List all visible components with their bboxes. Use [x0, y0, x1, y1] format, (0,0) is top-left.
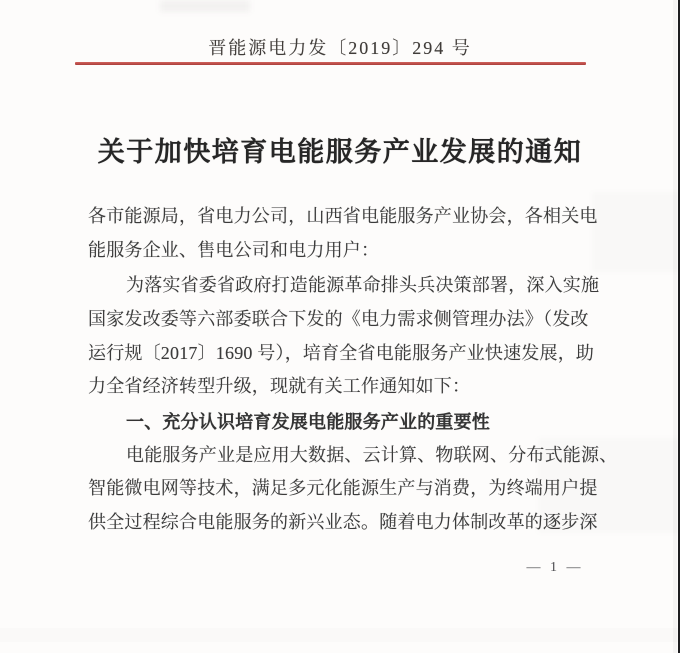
body-line-salutation: 各市能源局，省电力公司，山西省电能服务产业协会，各相关电 — [88, 206, 598, 226]
scan-edge-shadow — [673, 0, 677, 653]
body-line: 电能服务产业是应用大数据、云计算、物联网、分布式能源、 — [126, 445, 618, 465]
red-divider-line — [75, 62, 586, 65]
body-line: 供全过程综合电能服务的新兴业态。随着电力体制改革的逐步深 — [88, 512, 598, 532]
section-heading: 一、充分认识培育发展电能服务产业的重要性 — [126, 412, 490, 432]
body-line: 运行规〔2017〕1690 号），培育全省电能服务产业快速发展，助 — [88, 343, 595, 363]
scan-tint-patch — [592, 192, 680, 272]
page-number: — 1 — — [526, 560, 584, 575]
body-line: 智能微电网等技术，满足多元化能源生产与消费，为终端用户提 — [88, 478, 598, 498]
document-title: 关于加快培育电能服务产业发展的通知 — [97, 137, 583, 167]
doc-number: 晋能源电力发〔2019〕294 号 — [208, 38, 472, 58]
body-line-salutation: 能服务企业、售电公司和电力用户： — [88, 240, 380, 260]
scan-smudge — [160, 0, 250, 12]
body-line: 为落实省委省政府打造能源革命排头兵决策部署，深入实施 — [126, 275, 600, 295]
scan-tint-patch — [0, 628, 680, 642]
body-line: 国家发改委等六部委联合下发的《电力需求侧管理办法》（发改 — [88, 309, 589, 329]
body-line: 力全省经济转型升级，现就有关工作通知如下： — [88, 376, 471, 396]
